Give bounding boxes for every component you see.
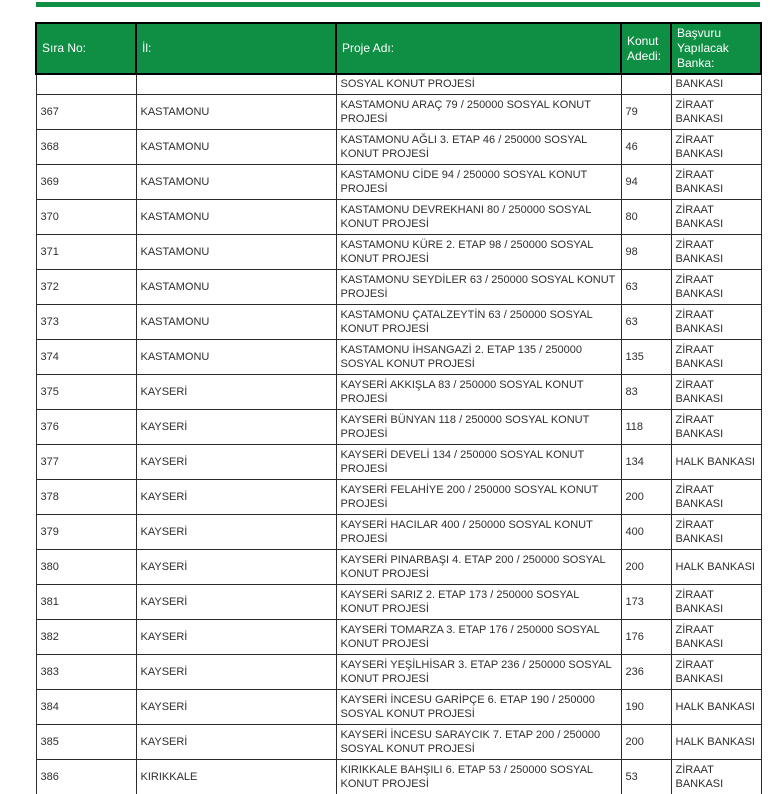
table-row <box>36 200 761 235</box>
cell-proje-adi: KASTAMONU ARAÇ 79 / 250000 SOSYAL KONUT PROJESİ <box>336 95 621 130</box>
cell-sira-no: 377 <box>36 445 136 480</box>
cell-il: KASTAMONU <box>136 340 336 375</box>
cell-il: KASTAMONU <box>136 165 336 200</box>
cell-sira-no: 380 <box>36 550 136 585</box>
table-row <box>36 305 761 340</box>
table-row <box>36 375 761 410</box>
header-sira-no: Sıra No: <box>36 23 136 74</box>
cell-konut-adedi: 118 <box>621 410 671 445</box>
cell-il: KAYSERİ <box>136 655 336 690</box>
cell-konut-adedi: 135 <box>621 340 671 375</box>
cell-proje-adi: KASTAMONU SEYDİLER 63 / 250000 SOSYAL KONUT PROJESİ <box>336 270 621 305</box>
cell-proje-adi: KASTAMONU CİDE 94 / 250000 SOSYAL KONUT PROJESİ <box>336 165 621 200</box>
cell-il: KAYSERİ <box>136 410 336 445</box>
cell-banka: ZİRAAT BANKASI <box>671 165 761 200</box>
cell-sira-no: 386 <box>36 760 136 794</box>
cell-konut-adedi: 200 <box>621 550 671 585</box>
cell-konut-adedi: 400 <box>621 515 671 550</box>
cell-banka: ZİRAAT BANKASI <box>671 270 761 305</box>
cell-proje-adi: KASTAMONU DEVREKHANI 80 / 250000 SOSYAL KONUT PROJESİ <box>336 200 621 235</box>
cell-proje-adi: KAYSERİ DEVELİ 134 / 250000 SOSYAL KONUT PROJESİ <box>336 445 621 480</box>
cell-sira-no: 375 <box>36 375 136 410</box>
konut-projects-table <box>35 22 762 794</box>
cell-banka: ZİRAAT BANKASI <box>671 515 761 550</box>
cell-banka: HALK BANKASI <box>671 725 761 760</box>
cell-il: KASTAMONU <box>136 200 336 235</box>
cell-proje-adi: SOSYAL KONUT PROJESİ <box>336 74 621 95</box>
cell-proje-adi: KAYSERİ PINARBAŞI 4. ETAP 200 / 250000 SOSYAL KONUT PROJESİ <box>336 550 621 585</box>
cell-il: KAYSERİ <box>136 725 336 760</box>
cell-proje-adi: KAYSERİ BÜNYAN 118 / 250000 SOSYAL KONUT PROJESİ <box>336 410 621 445</box>
cell-banka: ZİRAAT BANKASI <box>671 620 761 655</box>
table-row <box>36 480 761 515</box>
cell-banka: ZİRAAT BANKASI <box>671 410 761 445</box>
cell-il: KIRIKKALE <box>136 760 336 794</box>
table-row <box>36 725 761 760</box>
cell-il: KAYSERİ <box>136 620 336 655</box>
cell-il: KAYSERİ <box>136 375 336 410</box>
cell-banka: ZİRAAT BANKASI <box>671 130 761 165</box>
cell-proje-adi: KAYSERİ FELAHİYE 200 / 250000 SOSYAL KONUT PROJESİ <box>336 480 621 515</box>
cell-konut-adedi: 80 <box>621 200 671 235</box>
cell-konut-adedi: 200 <box>621 725 671 760</box>
table-row <box>36 445 761 480</box>
cell-il: KASTAMONU <box>136 95 336 130</box>
cell-sira-no: 384 <box>36 690 136 725</box>
cell-banka: ZİRAAT BANKASI <box>671 305 761 340</box>
cell-sira-no: 382 <box>36 620 136 655</box>
cell-proje-adi: KASTAMONU KÜRE 2. ETAP 98 / 250000 SOSYAL KONUT PROJESİ <box>336 235 621 270</box>
cell-banka: ZİRAAT BANKASI <box>671 340 761 375</box>
table-row <box>36 165 761 200</box>
header-banka: Başvuru Yapılacak Banka: <box>671 23 761 74</box>
header-il: İl: <box>136 23 336 74</box>
table-row <box>36 130 761 165</box>
cell-konut-adedi: 173 <box>621 585 671 620</box>
cell-banka: ZİRAAT BANKASI <box>671 200 761 235</box>
cell-proje-adi: KASTAMONU İHSANGAZİ 2. ETAP 135 / 250000 SOSYAL KONUT PROJESİ <box>336 340 621 375</box>
cell-banka: ZİRAAT BANKASI <box>671 235 761 270</box>
cell-konut-adedi: 83 <box>621 375 671 410</box>
cell-il: KASTAMONU <box>136 305 336 340</box>
table-row <box>36 655 761 690</box>
cell-proje-adi: KAYSERİ İNCESU SARAYCIK 7. ETAP 200 / 250000 SOSYAL KONUT PROJESİ <box>336 725 621 760</box>
table-row <box>36 550 761 585</box>
table-row-carryover <box>36 74 761 95</box>
cell-konut-adedi: 134 <box>621 445 671 480</box>
cell-proje-adi: KAYSERİ YEŞİLHİSAR 3. ETAP 236 / 250000 SOSYAL KONUT PROJESİ <box>336 655 621 690</box>
cell-proje-adi: KASTAMONU AĞLI 3. ETAP 46 / 250000 SOSYAL KONUT PROJESİ <box>336 130 621 165</box>
cell-sira-no: 378 <box>36 480 136 515</box>
table-row <box>36 410 761 445</box>
cell-konut-adedi: 94 <box>621 165 671 200</box>
cell-sira-no: 383 <box>36 655 136 690</box>
cell-konut-adedi: 176 <box>621 620 671 655</box>
cell-konut-adedi: 63 <box>621 305 671 340</box>
table-row <box>36 95 761 130</box>
cell-sira-no: 379 <box>36 515 136 550</box>
table-row <box>36 270 761 305</box>
header-konut-adedi: Konut Adedi: <box>621 23 671 74</box>
cell-sira-no: 374 <box>36 340 136 375</box>
cell-il: KAYSERİ <box>136 445 336 480</box>
cell-sira-no: 367 <box>36 95 136 130</box>
cell-banka: ZİRAAT BANKASI <box>671 655 761 690</box>
cell-konut-adedi: 200 <box>621 480 671 515</box>
cell-sira-no <box>36 74 136 95</box>
top-green-strip <box>36 2 760 7</box>
cell-banka: ZİRAAT BANKASI <box>671 760 761 794</box>
cell-sira-no: 368 <box>36 130 136 165</box>
cell-il: KASTAMONU <box>136 235 336 270</box>
cell-il: KASTAMONU <box>136 130 336 165</box>
table-row <box>36 760 761 794</box>
cell-banka: HALK BANKASI <box>671 690 761 725</box>
table-row <box>36 690 761 725</box>
cell-sira-no: 373 <box>36 305 136 340</box>
cell-proje-adi: KAYSERİ HACILAR 400 / 250000 SOSYAL KONUT PROJESİ <box>336 515 621 550</box>
cell-konut-adedi: 98 <box>621 235 671 270</box>
cell-sira-no: 385 <box>36 725 136 760</box>
cell-proje-adi: KAYSERİ AKKIŞLA 83 / 250000 SOSYAL KONUT PROJESİ <box>336 375 621 410</box>
cell-sira-no: 369 <box>36 165 136 200</box>
table-row <box>36 585 761 620</box>
cell-banka: BANKASI <box>671 74 761 95</box>
cell-sira-no: 370 <box>36 200 136 235</box>
cell-konut-adedi: 63 <box>621 270 671 305</box>
header-proje-adi: Proje Adı: <box>336 23 621 74</box>
table-row <box>36 620 761 655</box>
cell-il <box>136 74 336 95</box>
cell-banka: ZİRAAT BANKASI <box>671 375 761 410</box>
cell-il: KAYSERİ <box>136 585 336 620</box>
cell-sira-no: 372 <box>36 270 136 305</box>
table-header-row <box>36 23 761 74</box>
cell-sira-no: 371 <box>36 235 136 270</box>
cell-konut-adedi: 46 <box>621 130 671 165</box>
cell-banka: ZİRAAT BANKASI <box>671 585 761 620</box>
cell-proje-adi: KAYSERİ TOMARZA 3. ETAP 176 / 250000 SOSYAL KONUT PROJESİ <box>336 620 621 655</box>
cell-konut-adedi: 53 <box>621 760 671 794</box>
cell-konut-adedi <box>621 74 671 95</box>
cell-il: KAYSERİ <box>136 550 336 585</box>
cell-il: KASTAMONU <box>136 270 336 305</box>
cell-konut-adedi: 236 <box>621 655 671 690</box>
cell-sira-no: 381 <box>36 585 136 620</box>
cell-proje-adi: KASTAMONU ÇATALZEYTİN 63 / 250000 SOSYAL KONUT PROJESİ <box>336 305 621 340</box>
cell-proje-adi: KAYSERİ SARIZ 2. ETAP 173 / 250000 SOSYAL KONUT PROJESİ <box>336 585 621 620</box>
table-row <box>36 235 761 270</box>
cell-banka: HALK BANKASI <box>671 445 761 480</box>
table-row <box>36 340 761 375</box>
cell-il: KAYSERİ <box>136 690 336 725</box>
table-row <box>36 515 761 550</box>
cell-il: KAYSERİ <box>136 480 336 515</box>
cell-konut-adedi: 79 <box>621 95 671 130</box>
cell-proje-adi: KIRIKKALE BAHŞILI 6. ETAP 53 / 250000 SOSYAL KONUT PROJESİ <box>336 760 621 794</box>
cell-banka: ZİRAAT BANKASI <box>671 480 761 515</box>
cell-sira-no: 376 <box>36 410 136 445</box>
cell-banka: HALK BANKASI <box>671 550 761 585</box>
cell-banka: ZİRAAT BANKASI <box>671 95 761 130</box>
cell-proje-adi: KAYSERİ İNCESU GARİPÇE 6. ETAP 190 / 250000 SOSYAL KONUT PROJESİ <box>336 690 621 725</box>
cell-konut-adedi: 190 <box>621 690 671 725</box>
cell-il: KAYSERİ <box>136 515 336 550</box>
